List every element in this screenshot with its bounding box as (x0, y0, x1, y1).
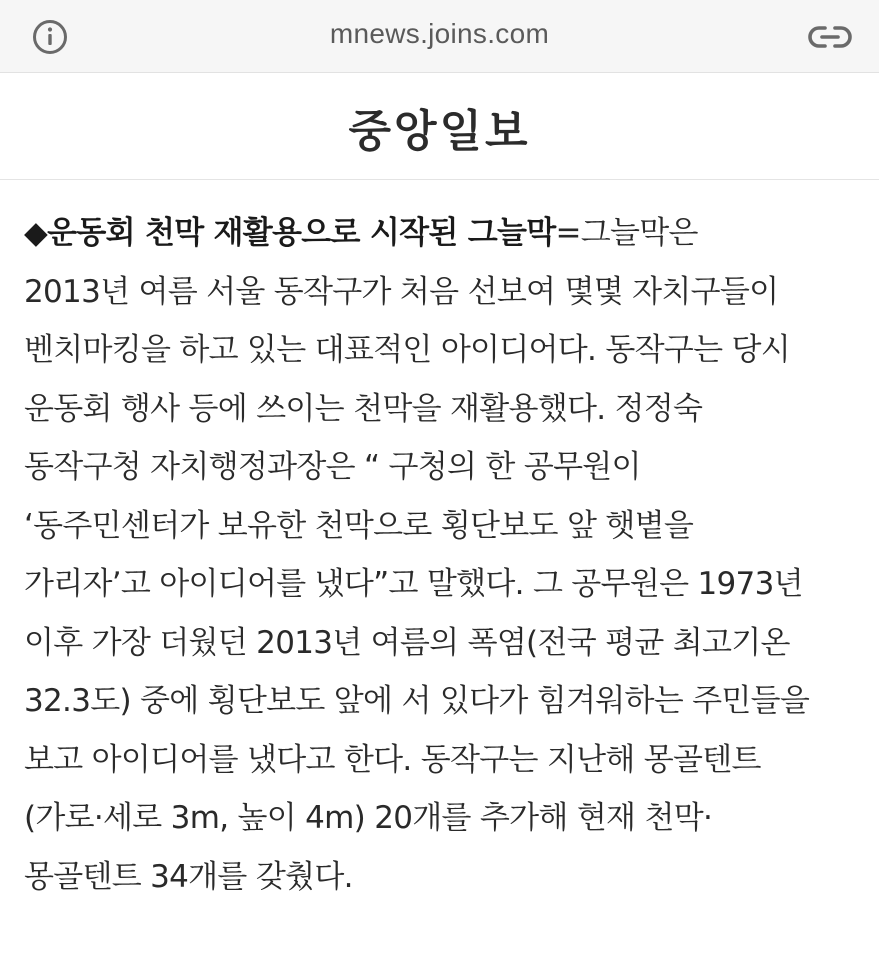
article-line: 보고 아이디어를 냈다고 한다. 동작구는 지난해 몽골텐트 (24, 741, 761, 778)
link-icon[interactable] (807, 21, 853, 53)
article-line: =그늘막은 (555, 215, 698, 251)
article-line: 이후 가장 더웠던 2013년 여름의 폭염(전국 평균 최고기온 (24, 624, 790, 661)
url-text[interactable]: mnews.joins.com (329, 18, 550, 49)
article-line: ‘동주민센터가 보유한 천막으로 횡단보도 앞 햇볕을 (24, 507, 694, 544)
article-line: 운동회 행사 등에 쓰이는 천막을 재활용했다. 정정숙 (24, 390, 703, 427)
article-line: 동작구청 자치행정과장은 “ 구청의 한 공무원이 (24, 449, 641, 485)
masthead (0, 73, 879, 180)
article-paragraph-line (24, 204, 864, 263)
article-line: 가리자’고 아이디어를 냈다”고 말했다. 그 공무원은 1973년 (24, 566, 803, 602)
article-body (24, 204, 864, 906)
section-heading: ◆운동회 천막 재활용으로 시작된 그늘막 (24, 215, 556, 251)
article-line: 벤치마킹을 하고 있는 대표적인 아이디어다. 동작구는 당시 (24, 332, 790, 368)
article-line: (가로·세로 3m, 높이 4m) 20개를 추가해 현재 천막· (24, 800, 713, 836)
article-line: 2013년 여름 서울 동작구가 처음 선보여 몇몇 자치구들이 (24, 273, 779, 310)
article-line: 몽골텐트 34개를 갖췄다. (24, 858, 353, 895)
article-line: 32.3도) 중에 횡단보도 앞에 서 있다가 힘겨워하는 주민들을 (24, 683, 810, 719)
browser-address-bar (0, 0, 879, 73)
site-logo[interactable]: 중앙일보 (348, 106, 531, 157)
